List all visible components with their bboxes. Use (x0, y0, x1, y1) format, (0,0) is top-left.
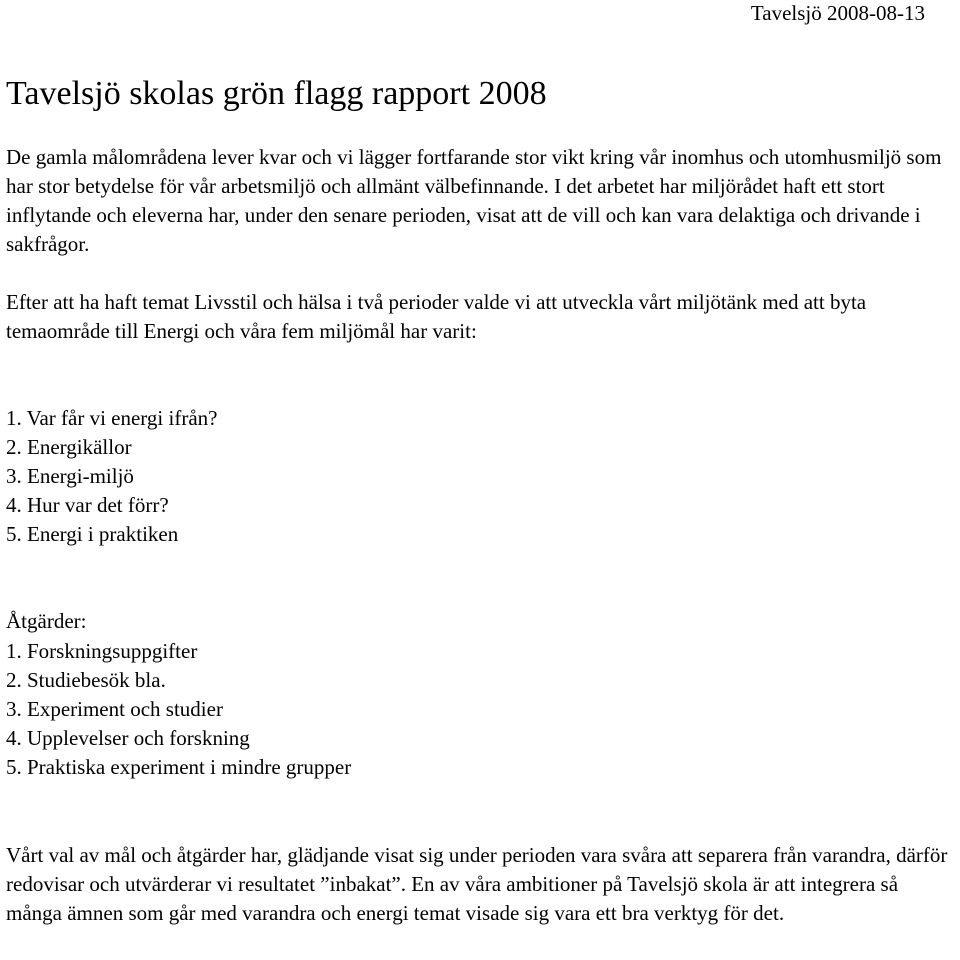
goal-item: 2. Energikällor (6, 435, 132, 459)
conclusion-paragraph: Vårt val av mål och åtgärder har, glädjande visat sig under perioden vara svåra att separera från varandra, därför redovisar och utvärderar vi resultatet ”inbakat”. En av våra ambitioner på Tavelsjö skola är att integrera så många ämnen som går med varandra och energi temat visade sig vara ett bra verktyg för det. (6, 843, 948, 925)
intro-paragraph: De gamla målområdena lever kvar och vi lägger fortfarande stor vikt kring vår inomhus och utomhusmiljö som har stor betydelse för vår arbetsmiljö och allmänt välbefinnande. I det arbetet har miljörådet haft ett stort inflytande och eleverna har, under den senare perioden, visat att de vill och kan vara delaktiga och drivande i sakfrågor. (6, 145, 942, 256)
action-item: 5. Praktiska experiment i mindre grupper (6, 755, 352, 779)
goal-item: 1. Var får vi energi ifrån? (6, 406, 218, 430)
goals-list (6, 404, 217, 549)
actions-heading: Åtgärder: (6, 609, 87, 633)
theme-paragraph: Efter att ha haft temat Livsstil och hälsa i två perioder valde vi att utveckla vårt miljötänk med att byta temaområde till Energi och våra fem miljömål har varit: (6, 290, 867, 343)
action-item: 2. Studiebesök bla. (6, 668, 166, 692)
goal-item: 4. Hur var det förr? (6, 493, 169, 517)
goal-item: 5. Energi i praktiken (6, 522, 179, 546)
goal-item: 3. Energi-miljö (6, 464, 134, 488)
actions-list (6, 637, 351, 782)
action-item: 1. Forskningsuppgifter (6, 639, 198, 663)
action-item: 4. Upplevelser och forskning (6, 726, 250, 750)
action-item: 3. Experiment och studier (6, 697, 223, 721)
document-title: Tavelsjö skolas grön flagg rapport 2008 (6, 75, 547, 112)
header-date: Tavelsjö 2008-08-13 (750, 1, 925, 25)
